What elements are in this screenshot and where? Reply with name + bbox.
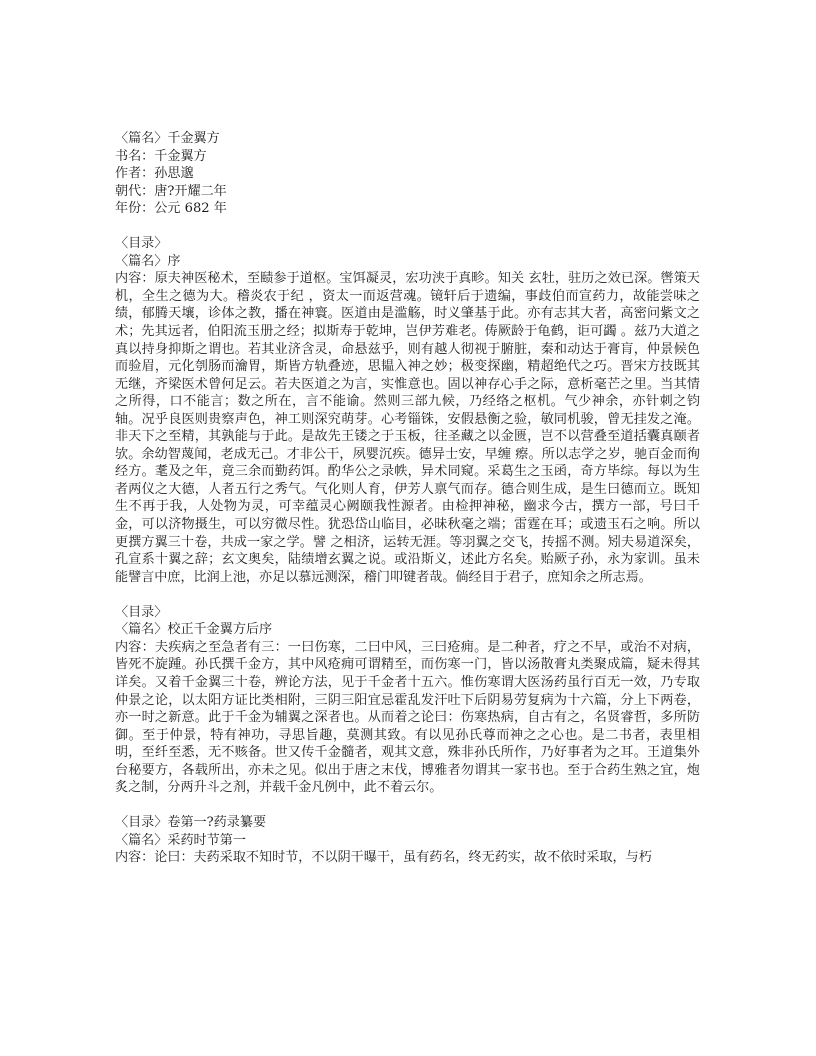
section-volume-one xyxy=(115,814,700,867)
section-title: 〈篇名〉采药时节第一 xyxy=(115,832,246,848)
section-postscript xyxy=(115,604,700,797)
document-body xyxy=(115,130,700,867)
section-preface xyxy=(115,235,700,586)
section-catalog-label: 〈目录〉 xyxy=(115,604,168,620)
header-author: 作者：孙思邈 xyxy=(115,166,194,182)
section-catalog-label: 〈目录〉 xyxy=(115,236,168,252)
spacer xyxy=(115,797,700,815)
spacer xyxy=(115,218,700,236)
document-header xyxy=(115,130,700,218)
section-body: 内容：论曰：夫药采取不知时节，不以阴干曝干，虽有药名，终无药实，故不依时采取，与朽 xyxy=(115,850,652,866)
header-year: 年份：公元 682 年 xyxy=(115,201,227,217)
header-dynasty: 朝代：唐?开耀二年 xyxy=(115,183,227,199)
section-title: 〈篇名〉序 xyxy=(115,253,181,269)
section-body: 内容：夫疾病之至急者有三：一曰伤寒，二曰中风，三曰疮痈。是二种者，疗之不早，或治不对病，皆死不旋踵。孙氏撰千金方，其中风疮痈可谓精至，而伤寒一门，皆以汤散膏丸类聚成篇，疑未得其详矣。又着千金翼三十卷，辨论方法，见于千金者十五六。惟伤寒谓大医汤药虽行百无一效，乃专取仲景之论，以太阳方证比类相附，三阴三阳宜忌霍乱发汗吐下后阴易劳复病为十六篇，分上下两卷，亦一时之新意。此于千金为辅翼之深者也。从而着之论曰：伤寒热病，自古有之，名贤睿哲，多所防御。至于仲景，特有神功，寻思旨趣，莫测其致。有以见孙氏尊而神之之心也。是二书者，表里相明，至纤至悉，无不赅备。世又传千金髓者，观其文意，殊非孙氏所作，乃好事者为之耳。王道集外台秘要方，各载所出，亦未之见。似出于唐之末伐，博雅者勿谓其一家书也。至于合药生熟之宜，炮炙之制，分两升斗之剂，并载千金凡例中，此不着云尔。 xyxy=(115,639,700,796)
spacer xyxy=(115,586,700,604)
section-title: 〈篇名〉校正千金翼方后序 xyxy=(115,622,273,638)
header-book-name: 书名：千金翼方 xyxy=(115,148,207,164)
section-catalog-label: 〈目录〉卷第一?药录纂要 xyxy=(115,815,267,831)
header-title-line: 〈篇名〉千金翼方 xyxy=(115,131,220,146)
section-body: 内容：原夫神医秘术，至赜参于道枢。宝饵凝灵，宏功浃于真畛。知关 玄牡，驻历之效已深。辔策天机，全生之德为大。稽炎农于纪 ，资太一而返营魂。镜轩后于遗编，事歧伯而宣药力，故能尝味之绩，郁腾天壤，诊体之教，播在神寰。医道由是滥觞，时义肇基于此。亦有志其大者，高密问紫文之术；先其远者，伯阳流玉册之经；拟斯寿于乾坤，岂伊芳难老。俦厥龄于龟鹤，讵可蠲 。兹乃大道之真以持身抑斯之谓也。若其业济含灵，命悬兹乎，则有越人彻视于腑脏，秦和动达于膏肓，仲景候色而验眉，元化刳肠而瀹胃，斯皆方轨叠迹，思韫入神之妙；极变探幽，精超绝代之巧。晋宋方技既其无继，齐梁医术曾何足云。若夫医道之为言，实惟意也。固以神存心手之际，意析毫芒之里。当其情之所得，口不能言；数之所在，言不能谕。然则三部九候，乃经络之枢机。气少神余，亦针刺之钧轴。况乎良医则贵察声色，神工则深究萌芽。心考锱铢，安假悬衡之验，敏同机骏，曾无挂发之淹。非天下之至精，其孰能与于此。是故先王镂之于玉板，往圣藏之以金匮，岂不以营叠至道括囊真颐者欤。余幼智蔑闻，老成无己。才非公干，夙婴沉疾。德异士安，早缠 瘵。所以志学之岁，驰百金而徇经方。耄及之年，竟三余而勤药饵。酌华公之录帙，异术同窥。采葛生之玉函，奇方毕综。每以为生者两仪之大德，人者五行之秀气。气化则人育，伊芳人禀气而存。德合则生成，是生曰德而立。既知生不再于我，人处物为灵，可幸蕴灵心阙颐我性源者。由检押神秘，幽求今古，撰方一部，号曰千金，可以济物摄生，可以穷微尽性。犹恐岱山临目，必昧秋毫之端；雷霆在耳；或遗玉石之响。所以更撰方翼三十卷，共成一家之学。譬 之相济，运转无涯。等羽翼之交飞，抟摇不测。矧夫易道深矣，孔宣系十翼之辞；玄文奥矣，陆绩增玄翼之说。或沿斯义，述此方名矣。贻厥子孙，永为家训。虽未能譬言中庶，比润上池，亦足以慕远测深，稽门叩键者哉。倘经目于君子，庶知余之所志焉。 xyxy=(115,271,700,585)
